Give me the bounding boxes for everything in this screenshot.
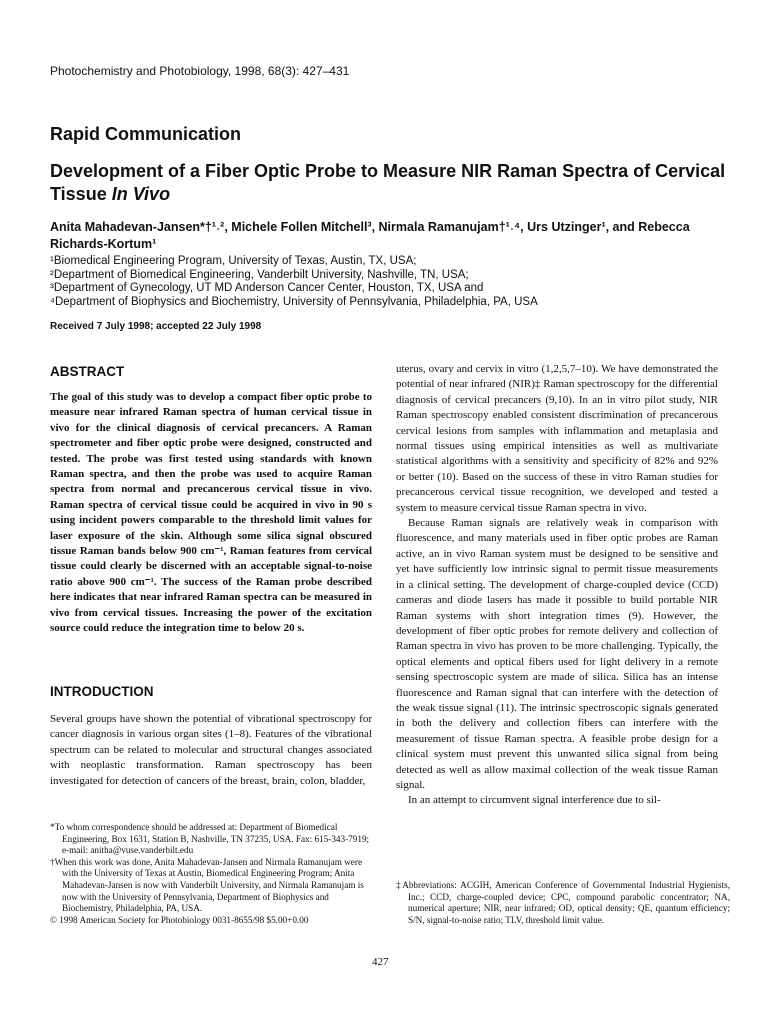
abstract-text: The goal of this study was to develop a compact fiber optic probe to measure near infrared Raman spectra of human cervical tissue in vivo for the clinical diagnosis of cervical precancers. A Raman spectrometer and fiber optic probe were designed, constructed and tested. The probe was first tested using standards with known Raman spectra, and then the probe was used to acquire Raman spectra from normal and precancerous cervical tissue in vivo. Raman spectra of cervical tissue could be acquired in vivo in 90 s using incident powers comparable to the threshold limit values for laser exposure of the skin. Although some silica signal obscured tissue Raman bands below 900 cm⁻¹, Raman features from cervical tissue could clearly be discerned with an acceptable signal-to-noise ratio above 900 cm⁻¹. The success of the Raman probe described here indicates that near infrared Raman spectra can be measured in vivo from cervical tissues. Increasing the power of the excitation source could reduce the integration time to below 20 s. — [50, 391, 372, 635]
page-number: 427 — [372, 956, 389, 968]
title-main: Development of a Fiber Optic Probe to Measure NIR Raman Spectra of Cervical Tissue — [50, 161, 726, 204]
footnote-correspondence: *To whom correspondence should be addressed at: Department of Biomedical Engineering, Box 1631, Station B, Nashville, TN 37235, USA. Fax: 615-343-7919; e-mail: anitha@vuse.vanderbilt.edu — [50, 822, 370, 856]
paper-title — [50, 160, 730, 206]
section-label: Rapid Communication — [50, 124, 242, 144]
paragraph-2: Because Raman signals are relatively weak in comparison with fluorescence, and many materials used in fiber optic probes are Raman active, an in vivo Raman system must be designed to be sensitive and yet have sufficiently low intrinsic signal to permit tissue measurements in a clinical setting. The development of charge-coupled device (CCD) cameras and diode lasers has made it possible to build portable NIR Raman systems with short integration times (9). However, the development of fiber optic probes for remote delivery and collection of Raman spectra in vivo has proven to be more challenging. Typically, the optical elements and optical fibers used for light delivery in a remote sensing spectroscopic system are made of silica. Silica has an intense fluorescence and Raman signal that can interfere with the detection of the weak tissue signal (11). The intrinsic spectroscopic signals generated in both the delivery and collection fibers can interfere with the measurement of tissue Raman spectra. A feasible probe design for a clinical system must prevent this unwanted silica signal from being detected as well as allow maximal collection of the weak tissue Raman signal. — [396, 517, 718, 791]
received-dates: Received 7 July 1998; accepted 22 July 1998 — [50, 321, 262, 332]
title-italic: In Vivo — [111, 184, 171, 204]
right-column-text — [396, 362, 718, 864]
abstract-heading: ABSTRACT — [50, 364, 125, 379]
footnote-affiliation-note: †When this work was done, Anita Mahadevan-Jansen and Nirmala Ramanujam were with the University of Texas at Austin, Biomedical Engineering Program; Anita Mahadevan-Jansen is now with Vanderbilt University, and Nirmala Ramanujam is now with the University of Pennsylvania, Department of Biophysics and Biochemistry, Philadelphia, PA, USA. — [50, 856, 364, 914]
footnotes-left — [50, 822, 372, 940]
journal-citation: Photochemistry and Photobiology, 1998, 68(3): 427–431 — [50, 64, 350, 78]
footnote-abbreviations: ‡Abbreviations: ACGIH, American Conference of Governmental Industrial Hygienists, Inc.; CCD, charge-coupled device; CPC, compound parabolic concentrator; NA, numerical aperture; NIR, near infrared; OD, optical density; QE, quantum efficiency; S/N, signal-to-noise ratio; TLV, threshold limit value. — [396, 880, 730, 925]
affiliation-4: ⁴Department of Biophysics and Biochemistry, University of Pennsylvania, Philadelphia, PA, USA — [50, 295, 538, 308]
paragraph-1: uterus, ovary and cervix in vitro (1,2,5,7–10). We have demonstrated the potential of near infrared (NIR)‡ Raman spectroscopy for the differential diagnosis of cervical precancers (9,10). In an in vitro pilot study, NIR Raman spectroscopy enabled consistent discrimination of precancerous cervical lesions from samples with inflammation and metaplasia and normal tissues using empirical intensities as well as multivariate statistical algorithms with a sensitivity and specificity of 82% and 92% or better (10). Based on the success of these in vitro Raman studies for precancerous cervical tissue recognition, we developed and tested a system to measure cervical tissue Raman spectra in vivo. — [396, 363, 718, 514]
affiliation-2: ²Department of Biomedical Engineering, Vanderbilt University, Nashville, TN, USA; — [50, 268, 469, 281]
affiliation-1: ¹Biomedical Engineering Program, University of Texas, Austin, TX, USA; — [50, 255, 417, 267]
paragraph-3: In an attempt to circumvent signal interference due to sil- — [408, 794, 661, 807]
author-list: Anita Mahadevan-Jansen*†¹˒², Michele Follen Mitchell³, Nirmala Ramanujam†¹˒⁴, Urs Utzinger¹, and Rebecca Richards-Kortum¹ — [50, 220, 690, 251]
affiliations — [50, 255, 730, 309]
footnote-copyright: © 1998 American Society for Photobiology 0031-8655/98 $5.00+0.00 — [50, 914, 309, 925]
affiliation-3: ³Department of Gynecology, UT MD Anderson Cancer Center, Houston, TX, USA and — [50, 282, 484, 294]
introduction-text: Several groups have shown the potential of vibrational spectroscopy for cancer diagnosis in various organ sites (1–8). Features of the vibrational spectrum can be related to molecular and structural changes associated with neoplastic transformation. Raman spectroscopy has been investigated for detection of cancers of the breast, brain, colon, bladder, — [50, 713, 372, 787]
introduction-heading: INTRODUCTION — [50, 684, 154, 699]
